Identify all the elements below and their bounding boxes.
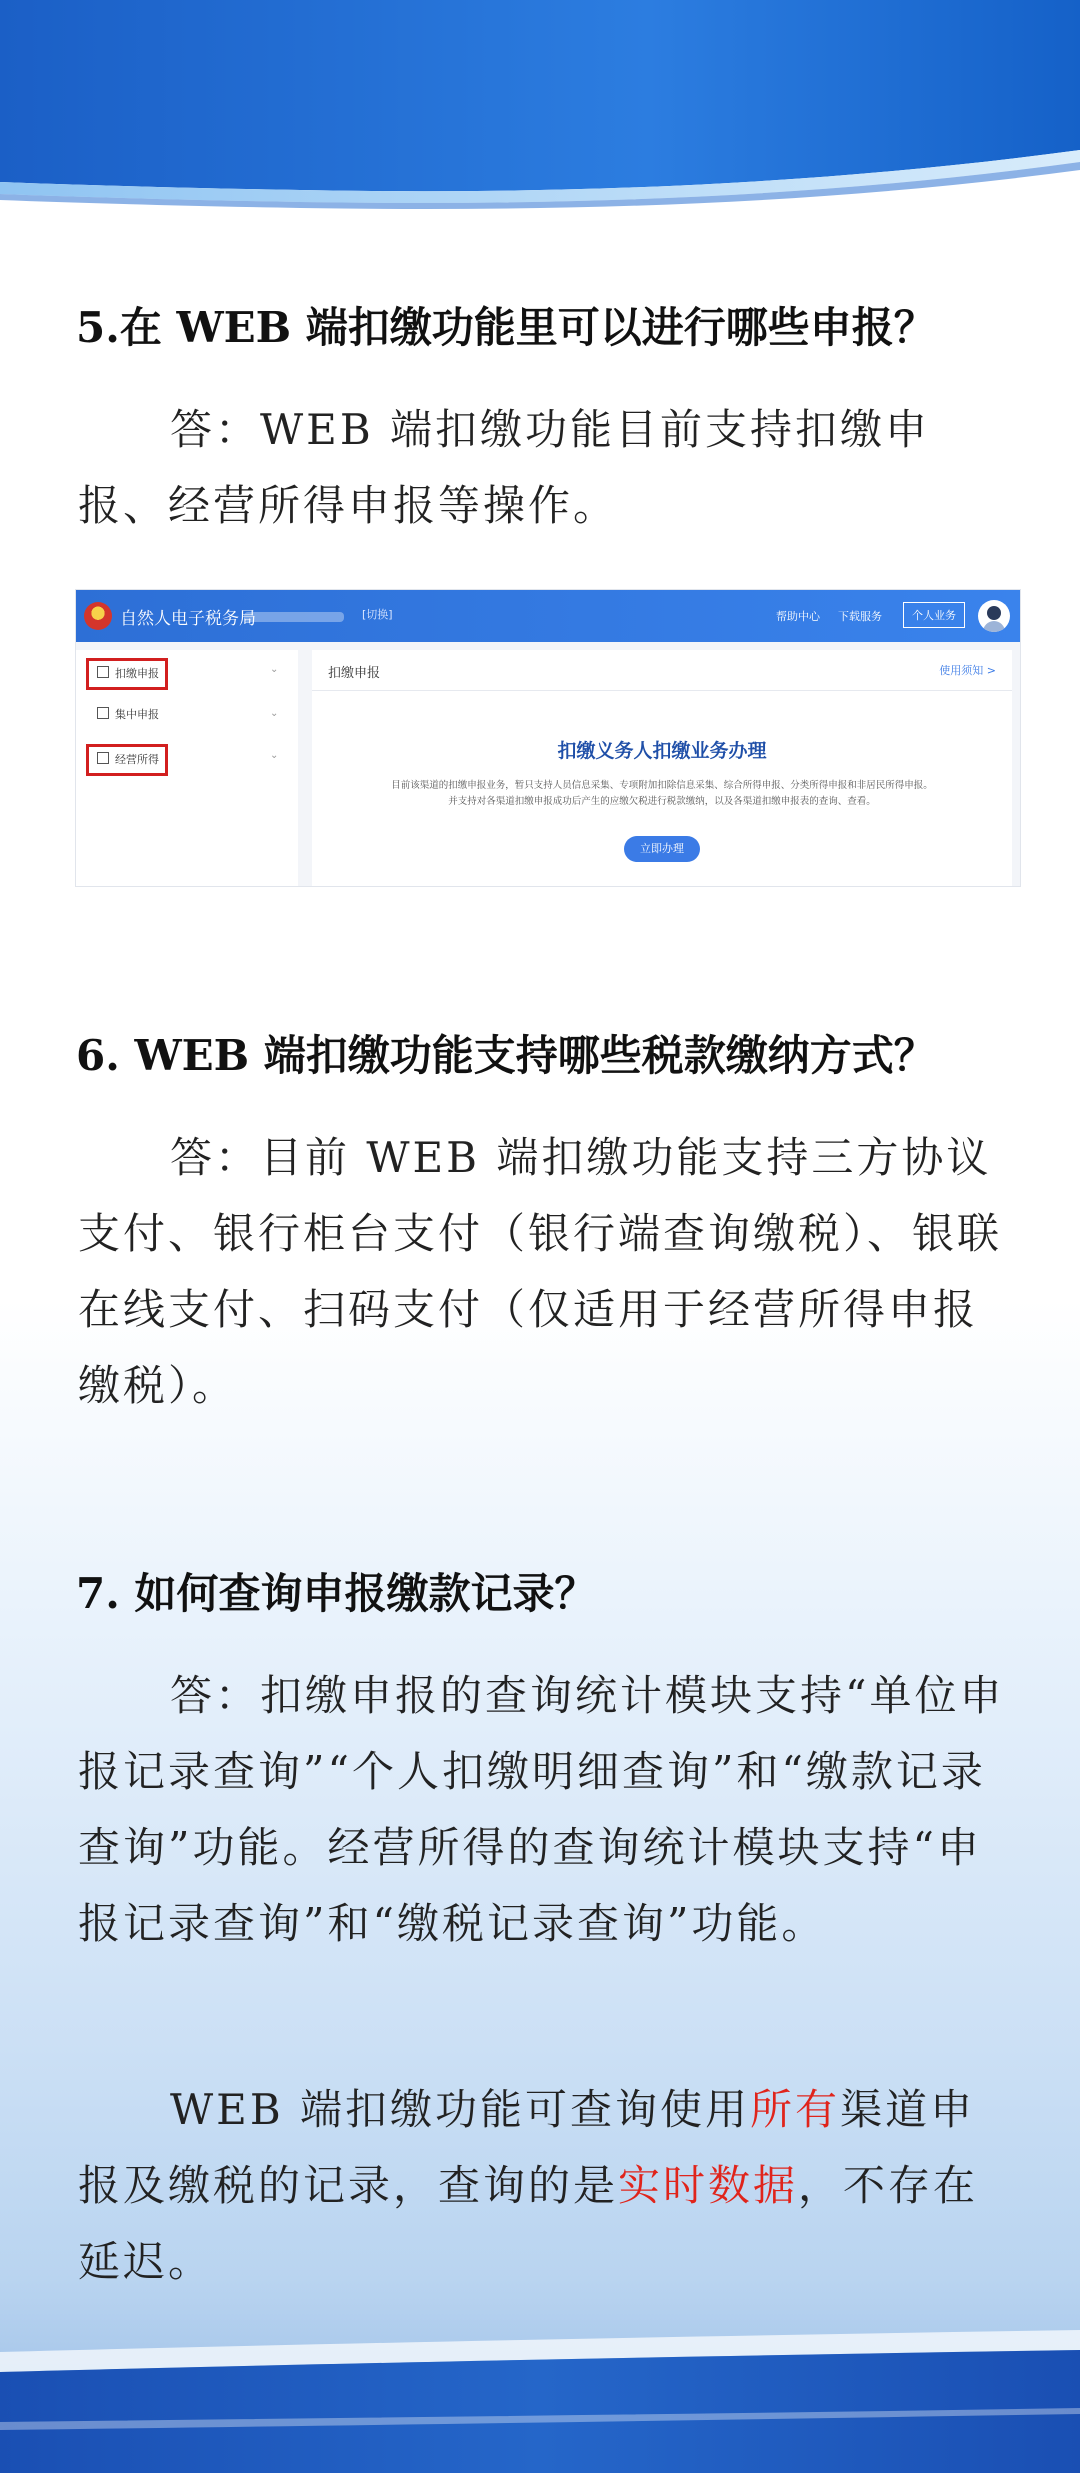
description-line-2: 并支持对各渠道扣缴申报成功后产生的应缴欠税进行税款缴纳，以及各渠道扣缴申报表的查询、查看。 [448, 796, 876, 807]
main-panel-heading: 扣缴义务人扣缴业务办理 [557, 740, 767, 762]
bottom-banner [0, 2330, 1080, 2473]
note-text: ，不存在延迟。 [78, 2161, 979, 2286]
blurred-company-name [244, 612, 344, 622]
handle-now-button: 立即办理 [624, 836, 700, 862]
usage-notice-link: 使用须知 > [939, 664, 996, 677]
switch-link: [切换] [362, 608, 393, 621]
real-time-note [78, 2072, 1008, 2300]
answer-6-text: 答：目前 WEB 端扣缴功能支持三方协议支付、银行柜台支付（银行端查询缴税）、银联在线支付、扫码支付（仅适用于经营所得申报缴税）。 [78, 1133, 1003, 1410]
avatar [978, 600, 1010, 632]
main-panel-title: 扣缴申报 [328, 666, 381, 681]
top-banner [0, 0, 1080, 215]
screenshot-header [76, 590, 1020, 642]
highlight-realtime-data: 实时数据 [618, 2161, 799, 2210]
sidebar-item-withholding [86, 658, 168, 690]
screenshot-main-panel [312, 650, 1012, 886]
note-text: WEB 端扣缴功能可查询使用 [170, 2085, 751, 2134]
answer-5-text: 答：WEB 端扣缴功能目前支持扣缴申报、经营所得申报等操作。 [78, 405, 931, 530]
sidebar-item-centralized [89, 702, 159, 728]
sidebar-item-business-income [86, 744, 168, 776]
description-line-1: 目前该渠道的扣缴申报业务，暂只支持人员信息采集、专项附加扣除信息采集、综合所得申报、分类所得申报和非居民所得申报。 [391, 780, 933, 791]
divider [312, 690, 1012, 691]
bottom-wave-graphic [0, 2330, 1080, 2473]
top-wave-graphic [0, 0, 1080, 215]
form-icon [97, 752, 109, 764]
chevron-down-icon: ⌄ [270, 664, 279, 675]
form-icon [97, 707, 109, 719]
question-6-heading: 6. WEB 端扣缴功能支持哪些税款缴纳方式？ [76, 1031, 936, 1080]
screenshot-site-title: 自然人电子税务局 [120, 609, 256, 629]
main-panel-description [332, 778, 992, 810]
tax-system-screenshot [76, 590, 1020, 886]
screenshot-sidebar [76, 650, 298, 886]
chevron-down-icon: ⌄ [270, 708, 279, 719]
nav-help-center: 帮助中心 [776, 610, 820, 623]
note-text: 渠道申报及缴税的记录，查询的是 [78, 2085, 976, 2210]
chevron-down-icon: ⌄ [270, 750, 279, 761]
sidebar-item-label: 经营所得 [115, 753, 159, 766]
tax-emblem-icon [84, 602, 112, 630]
highlight-all: 所有 [750, 2085, 841, 2134]
sidebar-item-label: 集中申报 [115, 708, 159, 721]
answer-7-text: 答：扣缴申报的查询统计模块支持“单位申报记录查询”“个人扣缴明细查询”和“缴款记录查询”功能。经营所得的查询统计模块支持“申报记录查询”和“缴税记录查询”功能。 [78, 1671, 1005, 1948]
question-5-heading: 5.在 WEB 端扣缴功能里可以进行哪些申报？ [76, 303, 936, 352]
question-7-heading: 7. 如何查询申报缴款记录？ [76, 1569, 597, 1618]
form-icon [97, 666, 109, 678]
sidebar-item-label: 扣缴申报 [115, 667, 159, 680]
nav-download-service: 下载服务 [838, 610, 882, 623]
nav-personal-business: 个人业务 [903, 602, 965, 628]
